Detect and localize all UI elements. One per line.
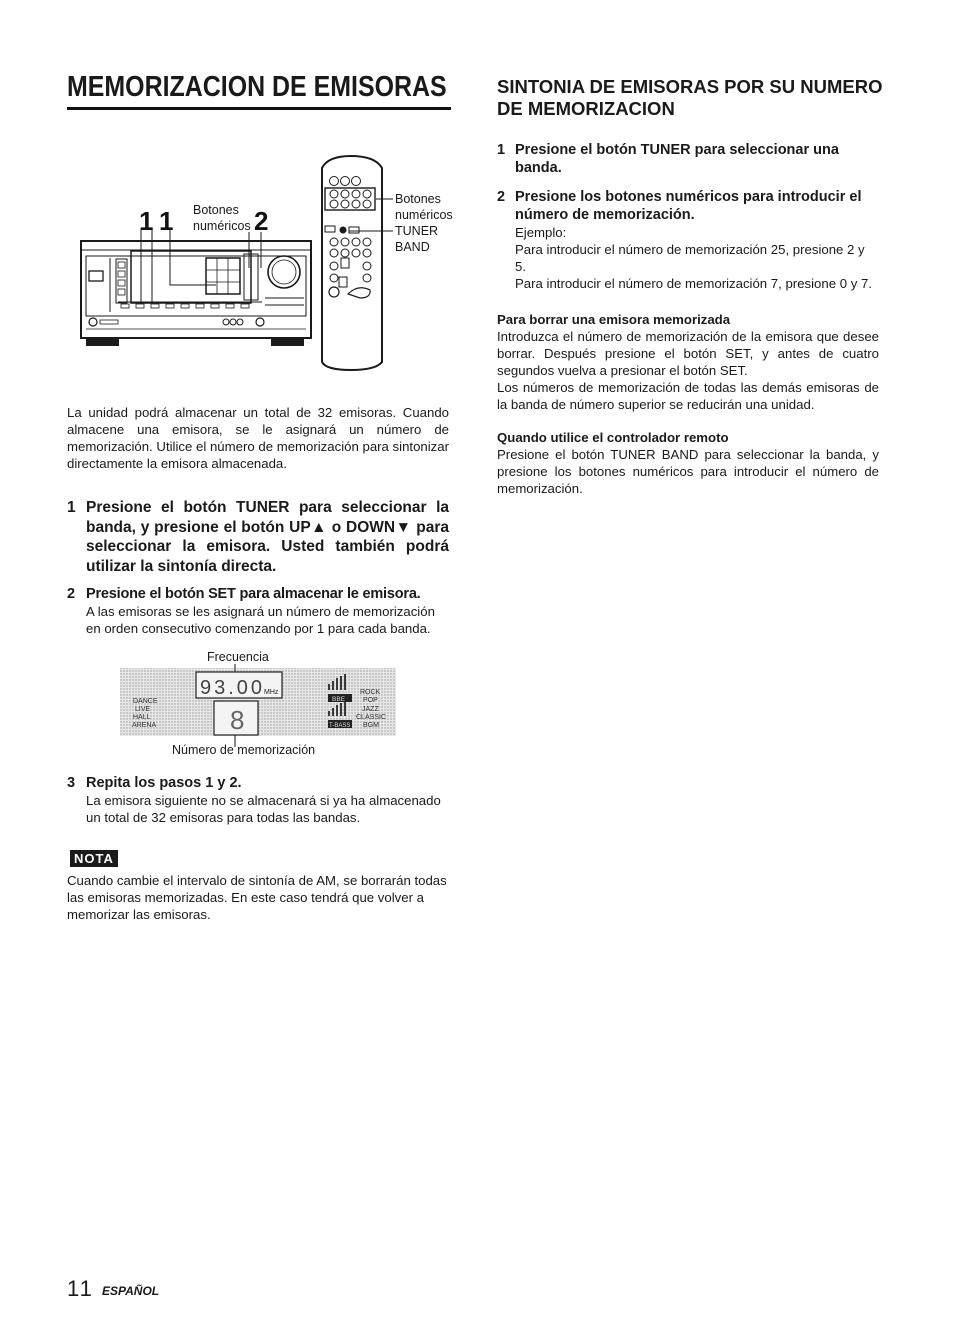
- left-step-2-text: Presione el botón SET para almacenar le emisora.: [86, 586, 421, 602]
- remoto-heading: Quando utilice el controlador remoto: [497, 430, 729, 445]
- right-step-2-example-1: Para introducir el número de memorización 25, presione 2 y 5.: [515, 242, 865, 274]
- receiver-remote-illustration: [66, 150, 466, 380]
- borrar-heading: Para borrar una emisora memorizada: [497, 312, 731, 327]
- callout-step-1a: 1: [139, 206, 154, 236]
- display-bbe-badge: BBE: [332, 696, 346, 703]
- display-frequency: 93.00: [200, 677, 266, 699]
- remote-band-label: BAND: [395, 240, 430, 254]
- borrar-paragraph-2: Los números de memorización de todas las demás emisoras de la banda de número superior se reducirán una unidad.: [497, 380, 879, 412]
- callout-numericos: numéricos: [193, 219, 251, 233]
- mode-arena: ARENA: [132, 722, 157, 729]
- borrar-section: [497, 311, 879, 413]
- page-number: 11: [67, 1276, 94, 1301]
- mode-dance: DANCE: [133, 698, 158, 705]
- footer-language: ESPAÑOL: [102, 1284, 160, 1298]
- borrar-paragraph-1: Introduzca el número de memorización de la emisora que desee borrar. Después presione el botón SET, y antes de cuatro segundos vuelva a presionar el botón SET.: [497, 329, 879, 378]
- mode-classic: CLASSIC: [356, 714, 386, 721]
- left-step-2-body: A las emisoras se les asignará un número de memorización en orden consecutivo comenzando por 1 para cada banda.: [86, 604, 435, 636]
- right-step-2-ejemplo: Ejemplo:: [515, 225, 567, 240]
- numero-memorizacion-label: Número de memorización: [172, 743, 316, 757]
- mode-bgm: BGM: [363, 722, 379, 729]
- remote-tuner-label: TUNER: [395, 224, 439, 238]
- display-tbass-badge: T-BASS: [329, 723, 351, 729]
- left-step-2-number: 2: [67, 586, 76, 602]
- left-step-3: [67, 774, 449, 826]
- remote-control: [322, 156, 382, 370]
- right-step-1-text: Presione el botón TUNER para seleccionar una banda.: [515, 142, 839, 176]
- right-step-2-text: Presione los botones numéricos para introducir el número de memorización.: [515, 189, 862, 223]
- nota-block: [67, 872, 449, 923]
- mode-pop: POP: [363, 697, 378, 704]
- right-step-2: [497, 188, 879, 292]
- remote-numericos-label: numéricos: [395, 208, 453, 222]
- nota-badge: NOTA: [70, 850, 118, 867]
- left-step-3-text: Repita los pasos 1 y 2.: [86, 775, 242, 791]
- page-title: MEMORIZACION DE EMISORAS: [67, 71, 447, 103]
- mode-jazz: JAZZ: [362, 706, 379, 713]
- remoto-section: [497, 429, 879, 497]
- display-mhz: MHz: [264, 689, 279, 696]
- intro-block: [67, 404, 449, 472]
- display-preset-number: 8: [230, 705, 245, 735]
- right-step-1-number: 1: [497, 142, 506, 158]
- left-step-3-body: La emisora siguiente no se almacenará si ya ha almacenado un total de 32 emisoras para todas las bandas.: [86, 793, 441, 825]
- right-step-2-number: 2: [497, 189, 506, 205]
- mode-rock: ROCK: [360, 689, 381, 696]
- receiver-unit: [81, 241, 311, 346]
- left-step-1-number: 1: [67, 499, 76, 516]
- callout-step-2: 2: [254, 206, 269, 236]
- title-underline: [67, 107, 451, 110]
- left-step-3-number: 3: [67, 775, 76, 791]
- callout-step-1b: 1: [159, 206, 174, 236]
- intro-text: La unidad podrá almacenar un total de 32 emisoras. Cuando almacene una emisora, se le asignará un número de memorización. Utilice el número de memorización para sintonizar directamente la emisora almacenada.: [67, 405, 449, 471]
- mode-live: LIVE: [135, 706, 151, 713]
- frecuencia-label: Frecuencia: [207, 650, 269, 664]
- mode-hall: HALL: [133, 714, 151, 721]
- section-title-right: SINTONIA DE EMISORAS POR SU NUMERO DE MEMORIZACION: [497, 76, 883, 119]
- nota-text: Cuando cambie el intervalo de sintonía de AM, se borrarán todas las emisoras memorizadas. En este caso tendrá que volver a memorizar las emisoras.: [67, 873, 447, 922]
- right-step-2-example-2: Para introducir el número de memorización 7, presione 0 y 7.: [515, 276, 872, 291]
- right-step-1: [497, 141, 879, 177]
- callout-botones: Botones: [193, 203, 239, 217]
- left-step-1: [67, 498, 449, 576]
- remote-botones-label: Botones: [395, 192, 441, 206]
- remoto-paragraph: Presione el botón TUNER BAND para seleccionar la banda, y presione los botones numéricos para introducir el número de memorización.: [497, 447, 879, 496]
- left-step-2: [67, 585, 449, 637]
- left-step-1-text: Presione el botón TUNER para seleccionar la banda, y presione el botón UP▲ o DOWN▼ para seleccionar la emisora. Usted también podrá utilizar la sintonía directa.: [86, 499, 449, 575]
